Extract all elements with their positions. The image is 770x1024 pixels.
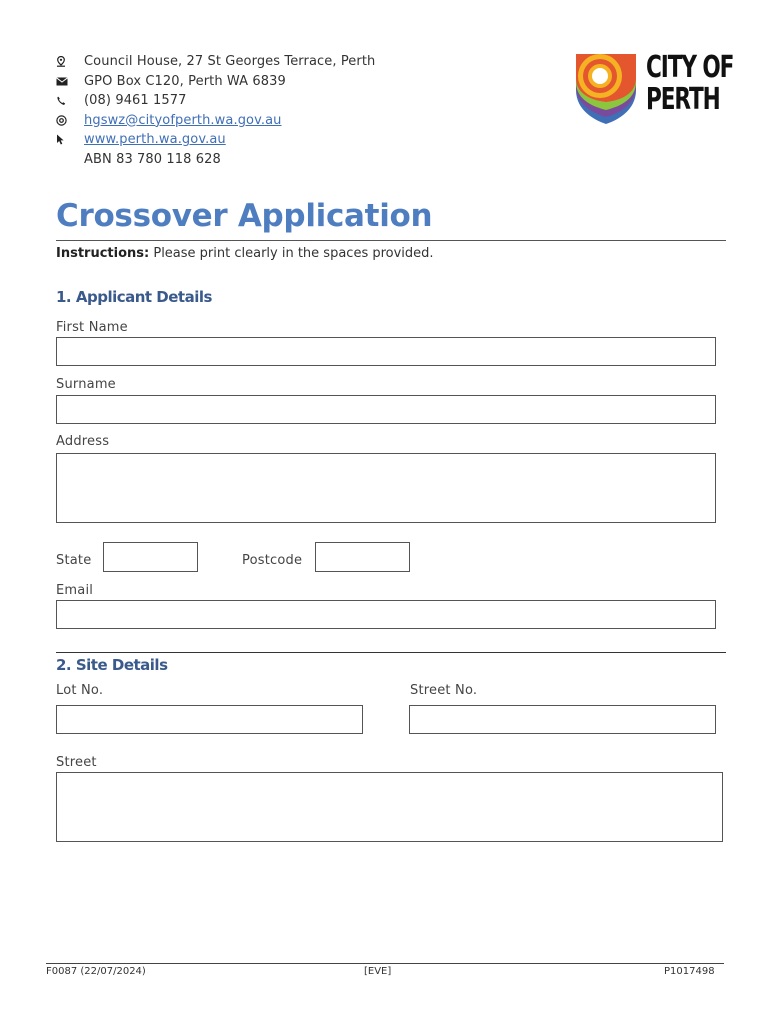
lot-no-label: Lot No. [56,683,104,698]
street-no-field[interactable] [409,705,716,734]
logo-wordmark: CITY OF PERTH [646,50,734,117]
contact-email-link[interactable]: hgswz@cityofperth.wa.gov.au [84,112,282,128]
street-label: Street [56,755,97,770]
at-sign-icon [56,115,84,126]
title-divider [56,240,726,241]
section-site-details-heading: 2. Site Details [56,656,168,674]
envelope-icon [56,77,84,86]
footer-form-id: F0087 (22/07/2024) [46,966,146,977]
contact-website-link[interactable]: www.perth.wa.gov.au [84,132,226,148]
contact-address: Council House, 27 St Georges Terrace, Perth [84,54,376,70]
contact-postal: GPO Box C120, Perth WA 6839 [84,73,286,89]
address-field[interactable] [56,453,716,523]
footer-center-label: [EVE] [364,966,392,977]
first-name-field[interactable] [56,337,716,366]
instructions [56,246,434,261]
state-field[interactable] [103,542,198,572]
section-applicant-details-heading: 1. Applicant Details [56,288,212,306]
instructions-text: Please print clearly in the spaces provided. [149,246,434,261]
contact-block [56,52,375,169]
email-field[interactable] [56,600,716,629]
postcode-field[interactable] [315,542,410,572]
contact-address-row [56,52,375,72]
surname-label: Surname [56,377,116,392]
postcode-label: Postcode [242,553,303,568]
contact-phone-row [56,91,375,111]
email-label: Email [56,583,94,598]
cursor-pointer-icon [56,134,84,145]
instructions-label: Instructions: [56,246,150,261]
street-no-label: Street No. [410,683,478,698]
phone-icon [56,96,84,106]
contact-postal-row [56,72,375,92]
lot-no-field[interactable] [56,705,363,734]
contact-abn-row [56,150,375,170]
address-label: Address [56,434,110,449]
city-of-perth-logo [572,50,734,126]
contact-phone: (08) 9461 1577 [84,93,187,109]
footer-divider [46,963,724,964]
contact-web-row [56,130,375,150]
page-title: Crossover Application [56,198,433,234]
contact-email-row [56,111,375,131]
street-field[interactable] [56,772,723,842]
section-divider [56,652,726,653]
first-name-label: First Name [56,320,128,335]
contact-abn: ABN 83 780 118 628 [84,151,221,167]
footer-reference: P1017498 [664,966,715,977]
state-label: State [56,553,92,568]
surname-field[interactable] [56,395,716,424]
city-of-perth-emblem-icon [572,50,644,126]
location-pin-icon [56,56,84,67]
